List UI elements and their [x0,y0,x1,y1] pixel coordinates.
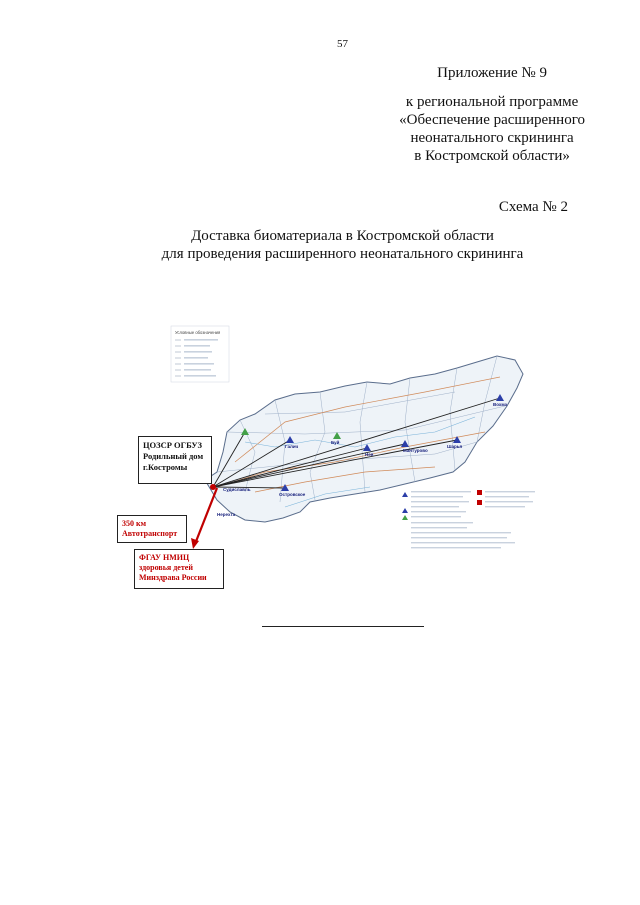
moscow-route [195,488,217,544]
transport-label: Автотранспорт [122,529,178,538]
center-line: ЦОЗСР ОГБУЗ [143,440,203,450]
title-line: для проведения расширенного неонатального скрининга [161,246,524,262]
city-label: Шарья [447,444,463,449]
appendix-line: в Костромской области» [414,148,570,164]
city-label: Островское [279,492,306,497]
center-label-box [138,436,212,484]
center-line: Родильный дом [143,451,204,461]
city-label: Нерехта [217,512,236,517]
city-label: Галич [285,444,299,449]
region-outline [205,356,523,522]
city-label: Нея [365,452,374,457]
center-line: г.Костромы [143,462,188,472]
destination-line: здоровья детей [139,563,193,572]
city-label: Судиславль [223,487,251,492]
appendix-line: к региональной программе [405,94,579,110]
distance-label: 350 км [122,519,147,528]
appendix-header [399,64,585,165]
bottom-divider [262,626,424,627]
document-title [0,227,640,263]
appendix-line: неонатального скрининга [410,130,574,146]
title-line: Доставка биоматериала в Костромской области [191,228,494,244]
legend-title: Условные обозначения [175,330,221,335]
destination-line: ФГАУ НМИЦ [139,553,190,562]
city-label: Вохма [493,402,508,407]
page-number: 57 [337,38,348,50]
transport-label-box [117,515,187,543]
region-map-figure [105,322,545,592]
destination-label-box [134,549,224,589]
appendix-heading: Приложение № 9 [437,65,547,81]
city-label: Мантурово [403,448,428,453]
city-label: Буй [331,440,340,445]
appendix-line: «Обеспечение расширенного [399,112,585,128]
destination-line: Минздрава России [139,573,207,582]
scheme-label: Схема № 2 [498,199,568,215]
center-marker [210,484,216,490]
